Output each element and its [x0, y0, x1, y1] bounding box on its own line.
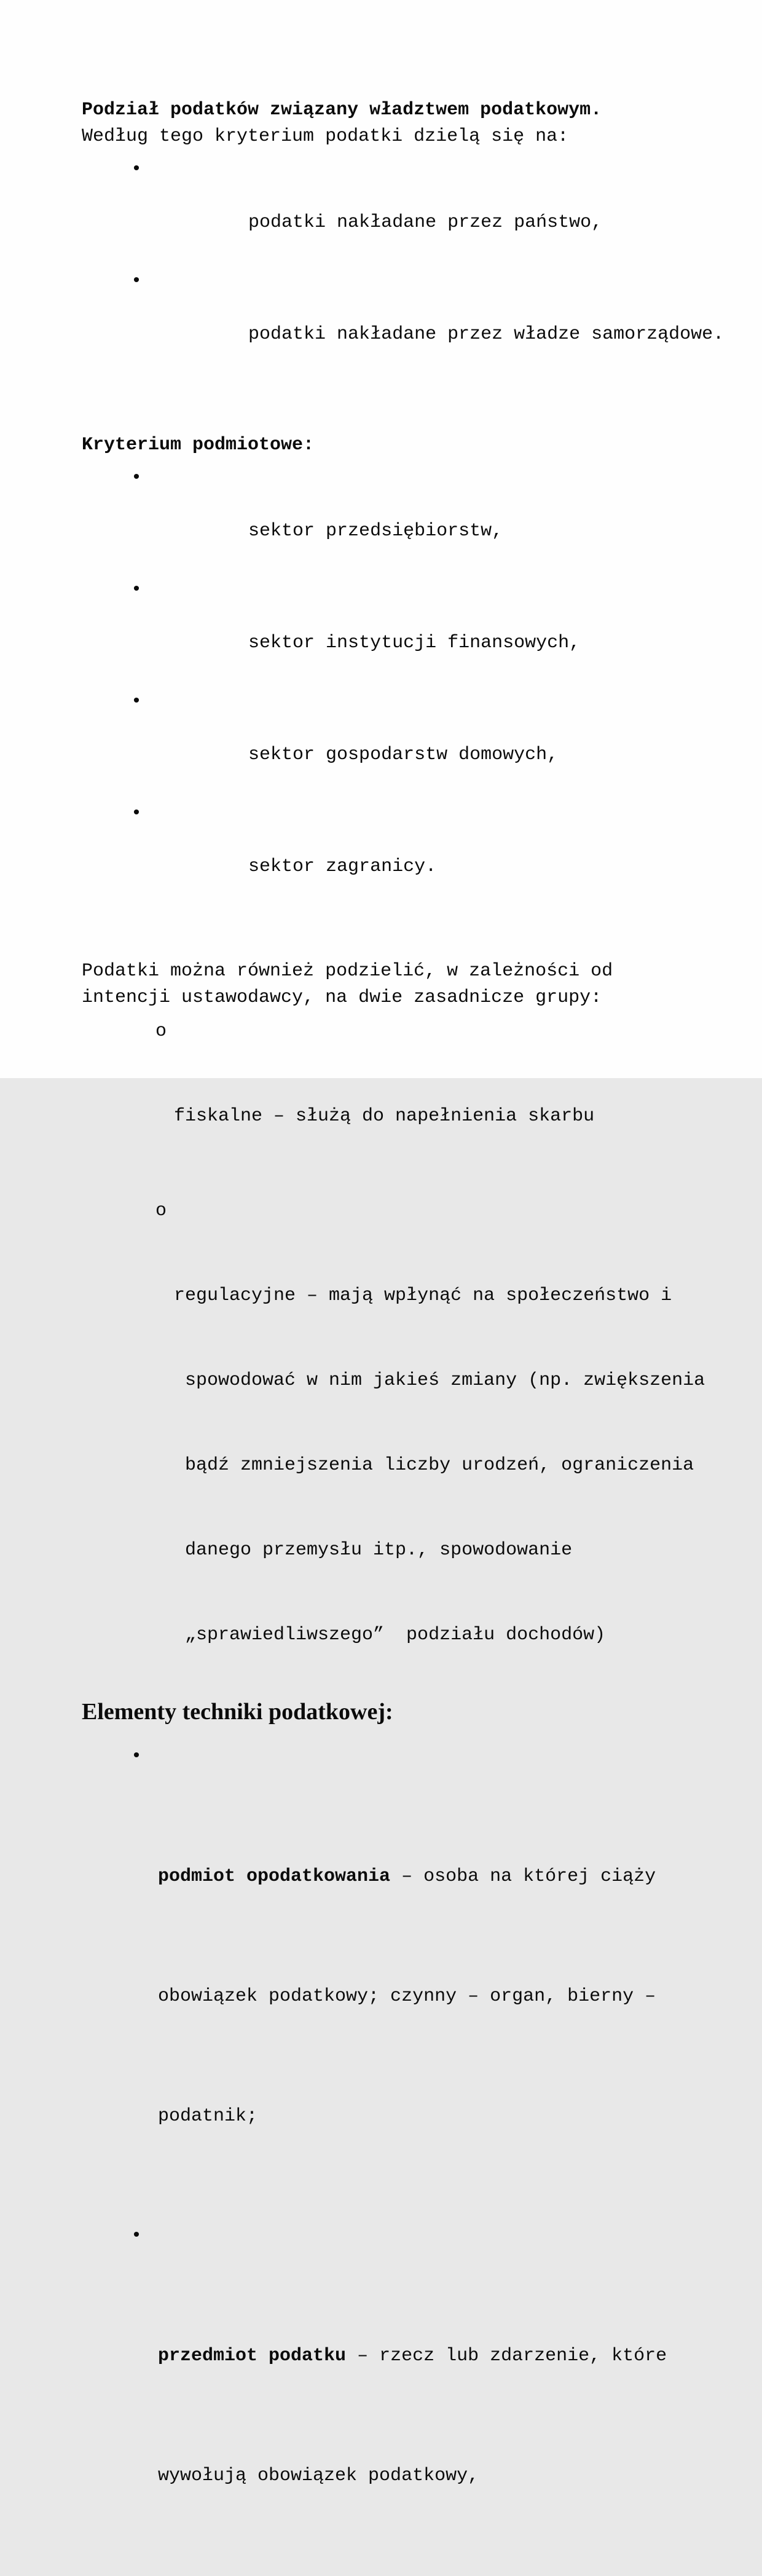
list-item [82, 269, 725, 374]
list-item-line [158, 1857, 721, 1897]
list-item-line: podatnik; [158, 2106, 258, 2127]
section1-list [82, 157, 725, 374]
section2-list [82, 465, 721, 907]
bullet-icon: • [131, 468, 143, 489]
section3-intro [82, 958, 721, 1011]
document-content [82, 97, 725, 2576]
list-item-text: regulacyjne – mają wpłynąć na społeczeństwo i [174, 1285, 672, 1306]
list-item [82, 465, 721, 571]
circle-bullet-icon: o [155, 1021, 167, 1042]
list-item [82, 1737, 721, 2216]
bullet-icon: • [131, 803, 143, 824]
bullet-icon: • [131, 580, 143, 601]
intro-paragraph-line2: intencji ustawodawcy, na dwie zasadnicze grupy: [82, 987, 602, 1008]
bullet-icon: • [131, 2226, 143, 2247]
list-item [82, 2216, 721, 2576]
bullet-icon: • [131, 691, 143, 712]
list-item-text: fiskalne – służą do napełnienia skarbu [174, 1106, 595, 1127]
term-label: przedmiot podatku [158, 2346, 347, 2366]
list-item-line: wywołują obowiązek podatkowy, [158, 2465, 479, 2486]
term-definition: – osoba na której ciąży [390, 1866, 656, 1887]
list-item [82, 157, 721, 262]
intro-paragraph-line1: Podatki można również podzielić, w zależności od [82, 961, 613, 982]
circle-bullet-icon: o [155, 1200, 167, 1221]
list-item-text: sektor gospodarstw domowych, [248, 744, 559, 765]
section2-heading: Kryterium podmiotowe: [82, 435, 315, 455]
list-item-text: spowodować w nim jakieś zmiany (np. zwiększenia [185, 1370, 705, 1391]
bullet-icon: • [131, 271, 143, 292]
list-item-text: bądź zmniejszenia liczby urodzeń, ograniczenia [185, 1455, 694, 1476]
list-item [82, 801, 721, 907]
section1-heading: Podział podatków związany władztwem podatkowym. [82, 100, 602, 120]
bullet-icon: • [131, 159, 143, 180]
list-item [82, 689, 721, 795]
list-item [82, 1197, 721, 1706]
list-item-line [158, 2336, 721, 2376]
list-item [82, 1017, 721, 1187]
section4-heading: Elementy techniki podatkowej: [82, 1699, 393, 1725]
section3-list [82, 1017, 721, 1706]
list-item-text: sektor instytucji finansowych, [248, 632, 581, 653]
section4-list [82, 1737, 721, 2576]
list-item-line: obowiązek podatkowy; czynny – organ, bierny – [158, 1986, 656, 2007]
list-item [82, 577, 721, 683]
list-item-text: „sprawiedliwszego” podziału dochodów) [185, 1625, 606, 1645]
list-item-text: podatki nakładane przez władze samorządowe. [248, 324, 725, 345]
list-item-text: danego przemysłu itp., spowodowanie [185, 1540, 573, 1561]
term-definition: – rzecz lub zdarzenie, które [346, 2346, 667, 2366]
bullet-icon: • [131, 1746, 143, 1767]
list-item-text: sektor przedsiębiorstw, [248, 521, 503, 542]
list-item-text: sektor zagranicy. [248, 856, 437, 877]
list-item-text: podatki nakładane przez państwo, [248, 212, 603, 233]
term-label: podmiot opodatkowania [158, 1866, 391, 1887]
section1-intro: Według tego kryterium podatki dzielą się na: [82, 126, 569, 147]
